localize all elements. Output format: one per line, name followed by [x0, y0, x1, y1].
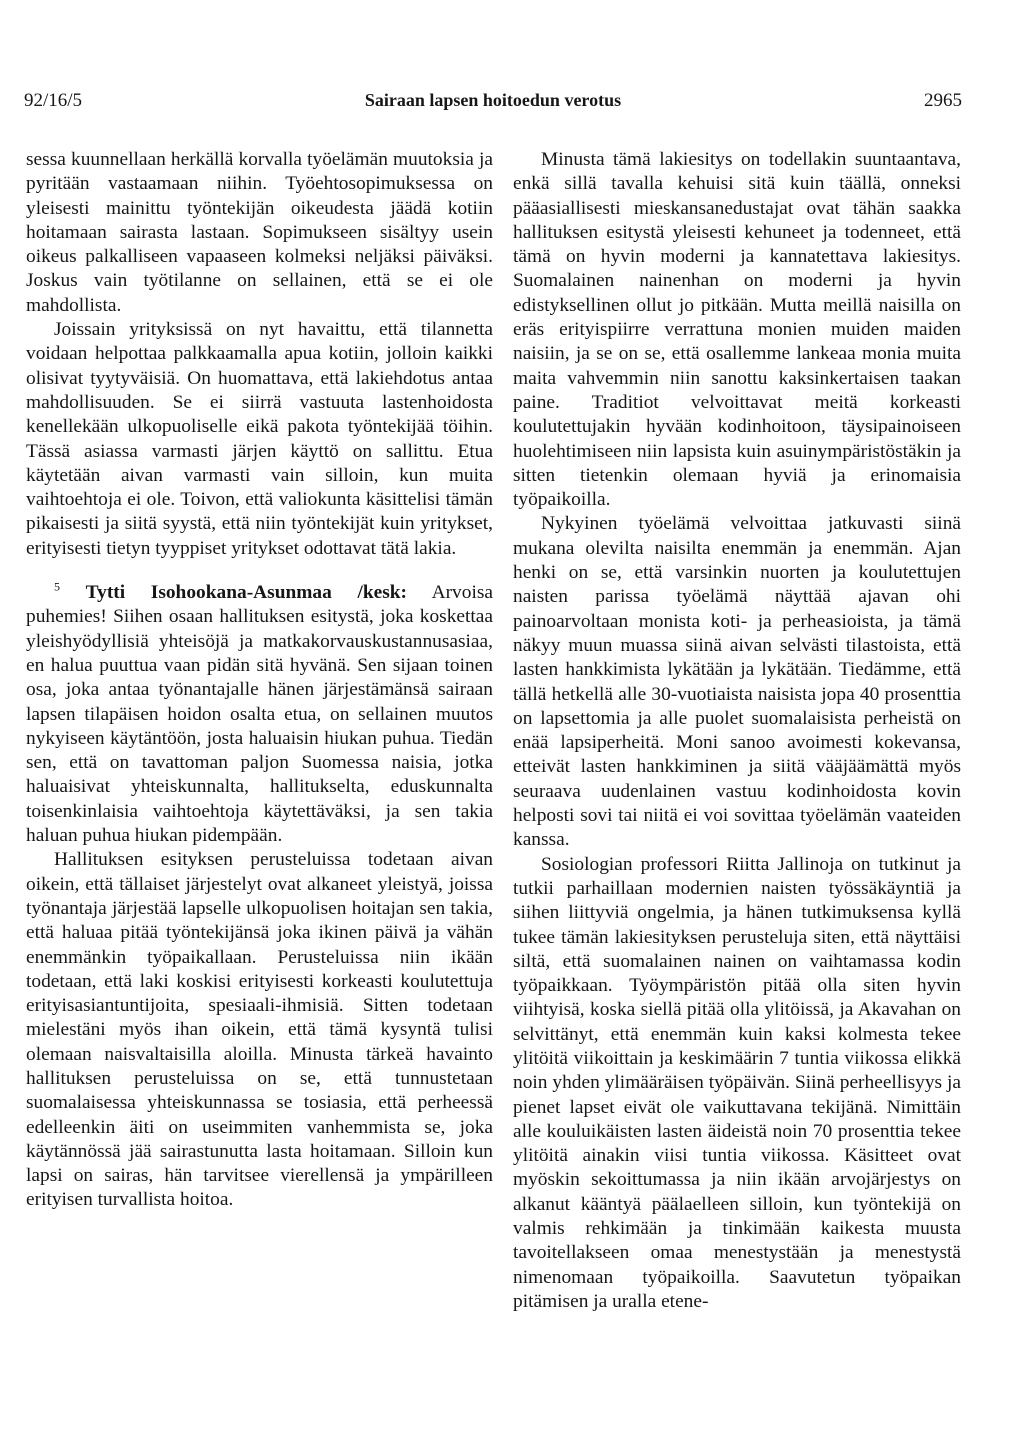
- speech-text: Arvoisa puhemies! Siihen osaan hallituksen esitystä, joka koskettaa yleishyödyllisiä yhteisöjä ja matkakorvauskustannusasiaa, en halua puuttua vaan pidän sitä hyvänä. Sen sijaan toinen osa, joka antaa työnantajalle hänen järjestämänsä sairaan lapsen tilapäisen hoidon osalta etua, on sellainen muutos nykyiseen käytäntöön, josta haluaisin hiukan puhua. Tiedän sen, että on tavattoman paljon Suomessa naisia, jotka haluaisivat yhteiskunnalta, hallitukselta, eduskunnalta toisenkinlaisia vaihtoehtoja käytettäväksi, ja sen takia haluan puhua hiukan pidempään.: [26, 582, 493, 847]
- speech-paragraph: [26, 581, 493, 848]
- paragraph: Sosiologian professori Riitta Jallinoja on tutkinut ja tutkii parhaillaan modernien naisten työssäkäyntiä ja siihen liittyviä ongelmia, ja hänen tutkimuksensa kyllä tukee tämän lakiesityksen perusteluja siten, että näyttäisi siltä, että suomalainen nainen on vaihtamassa kodin työpaikkaan. Työympäristön pitää olla siten hyvin viihtyisä, koska siellä pitää olla ylitöissä, ja Akavahan on selvittänyt, että enemmän kuin kaksi kolmesta tekee ylitöitä viikoittain ja keskimäärin 7 tuntia viikossa elikkä noin yhden ylimääräisen työpäivän. Siinä perheellisyys ja pienet lapset eivät ole vaikuttavana tekijänä. Nimittäin alle kouluikäisten lasten äideistä noin 70 prosenttia tekee ylitöitä ainakin viisi tuntia viikossa. Käsitteet ovat myöskin sekoittumassa ja niin ikään arvojärjestys on alkanut kääntyä päälaelleen silloin, kun työntekijä on valmis rehkimään ja tinkimään kaikesta muusta tavoitellakseen omaa menestystään ja menestystä nimenomaan työpaikoilla. Saavutetun työpaikan pitämisen ja uralla etene-: [513, 853, 961, 1312]
- paragraph: Minusta tämä lakiesitys on todellakin suuntaantava, enkä sillä tavalla kehuisi sitä kuin täällä, onneksi pääasiallisesti mieskansanedustajat ovat tähän saakka hallituksen esitystä yleisesti kehuneet ja todenneet, että tämä on hyvin moderni ja kannatettava lakiesitys. Suomalainen nainenhan on moderni ja hyvin edistyksellinen ollut jo pitkään. Mutta meillä naisilla on eräs erityispiirre verrattuna monien muiden maiden naisiin, ja se on se, että osallemme lankeaa monia muita maita vahvemmin niin sanottu kaksinkertaisen taakan paine. Traditiot velvoittavat meitä korkeasti koulutettujakin hyvään kodinhoitoon, täysipainoiseen huolehtimiseen niin lapsista kuin asuinympäristöstäkin ja sitten tietenkin olemaan hyviä ja erinomaisia työpaikoilla.: [513, 149, 961, 511]
- paragraph: Joissain yrityksissä on nyt havaittu, että tilannetta voidaan helpottaa palkkaamalla apua kotiin, jolloin kaikki olisivat tyytyväisiä. On huomattava, että lakiehdotus antaa mahdollisuuden. Se ei siirrä vastuuta lastenhoidosta kenellekään ulkopuoliselle eikä pakota työntekijää töihin. Tässä asiassa varmasti järjen käyttö on sallittu. Etua käytetään aivan varmasti vain silloin, kun muita vaihtoehtoja ei ole. Toivon, että valiokunta käsittelisi tämän pikaisesti ja siitä syystä, että niin työntekijät kuin yritykset, erityisesti tietyn tyyppiset yritykset odottavat tätä lakia.: [26, 319, 493, 559]
- paragraph: Hallituksen esityksen perusteluissa todetaan aivan oikein, että tällaiset järjestelyt ovat alkaneet yleistyä, joissa työnantaja järjestää lapselle ulkopuolisen hoitajan sen takia, että haluaa pitää työntekijänsä joka ikinen päivä ja vähän enemmänkin työpaikallaan. Perusteluissa niin ikään todetaan, että laki koskisi erityisesti korkeasti koulutettuja erityisasiantuntijoita, spesiaali-ihmisiä. Sitten todetaan mielestäni myös ihan oikein, että tämä kysyntä tulisi olemaan naisvaltaisilla aloilla. Minusta tärkeä havainto hallituksen perusteluissa on se, että tunnustetaan suomalaisessa yhteiskunnassa se tosiasia, että perheessä edelleenkin äiti on useimmiten vanhemmista se, joka käytännössä jää sairastunutta lasta hoitamaan. Silloin kun lapsi on sairas, hän tarvitsee vierellensä ja ympärilleen erityisen turvallista hoitoa.: [26, 849, 493, 1211]
- speaker-name: Tytti Isohookana-Asunmaa /kesk:: [85, 582, 408, 604]
- right-column: [513, 148, 961, 1314]
- page-header: [24, 90, 962, 120]
- paragraph: sessa kuunnellaan herkällä korvalla työelämän muutoksia ja pyritään vastaamaan niihin. Työehtosopimuksessa on yleisesti mainittu työntekijän oikeudesta jäädä kotiin hoitamaan sairasta lastaan. Sopimukseen sisältyy usein oikeus palkalliseen vapaaseen kolmeksi neljäksi päiväksi. Joskus vain työtilanne on sellainen, että se ei ole mahdollista.: [26, 149, 493, 316]
- page-number: 2965: [924, 90, 962, 111]
- document-reference: 92/16/5: [24, 90, 83, 111]
- paragraph: Nykyinen työelämä velvoittaa jatkuvasti siinä mukana olevilta naisilta enemmän ja enemmän. Ajan henki on se, että varsinkin nuorten ja koulutettujen naisten parissa työelämä näyttää ajavan ohi painoarvoltaan monista koti- ja perheasioista, ja tämä näkyy muun muassa siinä aivan selvästi tilastoista, että lasten hankkimista lykätään ja lykätään. Tiedämme, että tällä hetkellä alle 30-vuotiaista naisista jopa 40 prosenttia on lapsettomia ja alle puolet suomalaisista perheistä on enää lapsiperheitä. Moni sanoo avoimesti kokevansa, etteivät lasten hankkiminen ja siitä vääjäämättä myös seuraava uudenlainen vastuu kodinhoidosta kovin helposti sovi tai niitä ei voi sovittaa työelämän vaateiden kanssa.: [513, 513, 961, 851]
- page-title: Sairaan lapsen hoitoedun verotus: [364, 90, 622, 110]
- speech-number: 5: [54, 579, 60, 594]
- left-column: [26, 148, 493, 1213]
